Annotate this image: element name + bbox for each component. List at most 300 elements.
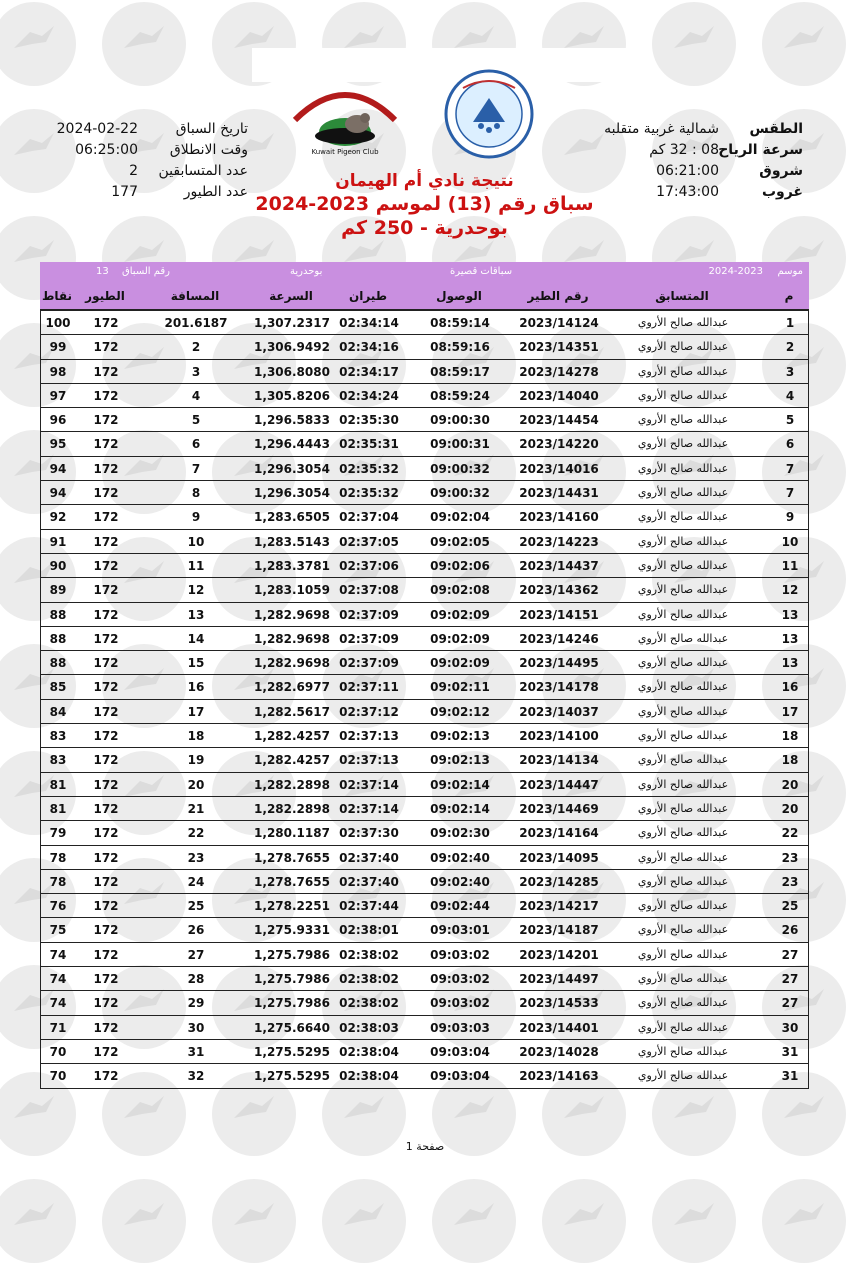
cell-rank: 22 — [781, 826, 799, 841]
cell-name: عبدالله صالح الأروي — [637, 388, 729, 402]
cell-speed: 1,296.3054 — [254, 486, 330, 501]
col-arrival: الوصول — [436, 289, 482, 303]
cell-arrival: 09:02:11 — [430, 680, 490, 695]
cell-arrival: 09:02:05 — [430, 534, 490, 549]
cell-distance: 27 — [187, 947, 205, 962]
cell-speed: 1,282.9698 — [254, 656, 330, 671]
table-row — [40, 821, 809, 845]
birds-count-value: 177 — [111, 184, 138, 200]
cell-speed: 1,307.2317 — [254, 316, 330, 330]
col-flight: طيران — [348, 289, 388, 303]
col-name: المتسابق — [655, 289, 709, 303]
cell-rank: 2 — [785, 340, 795, 355]
cell-birds: 172 — [93, 923, 119, 938]
cell-arrival: 09:03:02 — [430, 996, 490, 1011]
cell-speed: 1,275.7986 — [254, 972, 330, 987]
cell-rank: 13 — [781, 607, 799, 622]
cell-distance: 12 — [187, 583, 205, 598]
table-row — [40, 675, 809, 699]
table-row — [40, 651, 809, 675]
cell-distance: 13 — [187, 607, 205, 622]
pigeon-watermark-icon — [672, 1201, 716, 1231]
cell-ring: 2023/14497 — [519, 972, 599, 987]
cell-rank: 20 — [781, 801, 799, 816]
cell-distance: 20 — [187, 777, 205, 792]
cell-distance: 25 — [187, 899, 205, 914]
cell-speed: 1,280.1187 — [254, 826, 330, 841]
cell-arrival: 09:02:09 — [430, 656, 490, 671]
weather-value: شمالية غربية متقلبه — [604, 121, 719, 137]
cell-speed: 1,283.6505 — [254, 510, 330, 525]
cell-arrival: 09:02:30 — [430, 826, 490, 841]
table-row — [40, 578, 809, 602]
cell-rank: 27 — [781, 972, 799, 987]
table-row — [40, 748, 809, 772]
wind-value: 08 : 32 كم — [649, 142, 719, 158]
cell-distance: 14 — [187, 631, 205, 646]
col-points: نقاط — [41, 289, 73, 303]
cell-flight: 02:37:09 — [339, 656, 399, 671]
cell-points: 94 — [49, 461, 67, 476]
cell-distance: 24 — [187, 874, 205, 889]
cell-rank: 23 — [781, 850, 799, 865]
cell-distance: 31 — [187, 1044, 205, 1059]
cell-name: عبدالله صالح الأروي — [637, 826, 729, 840]
cell-flight: 02:34:14 — [339, 316, 399, 330]
cell-birds: 172 — [93, 704, 119, 719]
cell-speed: 1,282.2898 — [254, 777, 330, 792]
cell-distance: 22 — [187, 826, 205, 841]
cell-arrival: 09:02:40 — [430, 874, 490, 889]
cell-points: 89 — [49, 583, 67, 598]
cell-birds: 172 — [93, 801, 119, 816]
cell-speed: 1,283.5143 — [254, 534, 330, 549]
cell-speed: 1,296.4443 — [254, 437, 330, 452]
table-row — [40, 870, 809, 894]
cell-speed: 1,283.1059 — [254, 583, 330, 598]
cell-speed: 1,275.6640 — [254, 1020, 330, 1035]
cell-name: عبدالله صالح الأروي — [637, 364, 729, 378]
cell-name: عبدالله صالح الأروي — [637, 947, 729, 961]
cell-points: 100 — [45, 316, 71, 330]
cell-arrival: 09:02:06 — [430, 558, 490, 573]
cell-name: عبدالله صالح الأروي — [637, 874, 729, 888]
cell-distance: 11 — [187, 558, 205, 573]
table-row — [40, 408, 809, 432]
cell-arrival: 08:59:17 — [430, 364, 490, 379]
race-date-label: تاريخ السباق — [175, 121, 248, 137]
table-body — [40, 309, 809, 1089]
cell-flight: 02:37:40 — [339, 874, 399, 889]
cell-birds: 172 — [93, 947, 119, 962]
cell-flight: 02:38:02 — [339, 972, 399, 987]
cell-rank: 7 — [785, 461, 795, 476]
header-blank-strip — [252, 48, 632, 82]
cell-rank: 5 — [785, 413, 795, 428]
cell-points: 74 — [49, 947, 67, 962]
cell-ring: 2023/14285 — [519, 874, 599, 889]
cell-name: عبدالله صالح الأروي — [637, 996, 729, 1010]
cell-flight: 02:38:02 — [339, 996, 399, 1011]
cell-arrival: 09:02:14 — [430, 777, 490, 792]
cell-speed: 1,305.8206 — [254, 388, 330, 403]
cell-name: عبدالله صالح الأروي — [637, 486, 729, 500]
cell-birds: 172 — [93, 777, 119, 792]
col-rank: م — [784, 289, 794, 303]
cell-rank: 9 — [785, 510, 795, 525]
pigeon-watermark-icon — [452, 1201, 496, 1231]
cell-rank: 4 — [785, 388, 795, 403]
club-result-title: نتيجة نادي أم الهيمان — [335, 171, 514, 191]
cell-birds: 172 — [93, 316, 119, 330]
table-row — [40, 384, 809, 408]
cell-arrival: 09:02:13 — [430, 729, 490, 744]
cell-speed: 1,282.2898 — [254, 801, 330, 816]
cell-distance: 29 — [187, 996, 205, 1011]
pigeon-watermark-icon — [782, 1201, 826, 1231]
cell-flight: 02:37:14 — [339, 801, 399, 816]
cell-birds: 172 — [93, 437, 119, 452]
race-type: سباقات قصيرة — [450, 266, 513, 277]
season-value: 2024-2023 — [708, 266, 763, 277]
page-number: صفحة 1 — [405, 1140, 445, 1153]
cell-rank: 6 — [785, 437, 795, 452]
cell-flight: 02:38:02 — [339, 947, 399, 962]
cell-ring: 2023/14495 — [519, 656, 599, 671]
cell-rank: 30 — [781, 1020, 799, 1035]
pigeon-watermark-icon — [122, 1201, 166, 1231]
cell-arrival: 09:03:02 — [430, 947, 490, 962]
participants-value: 2 — [129, 163, 138, 179]
cell-ring: 2023/14124 — [519, 316, 599, 330]
cell-birds: 172 — [93, 753, 119, 768]
cell-flight: 02:37:09 — [339, 607, 399, 622]
table-meta-header — [40, 262, 809, 282]
cell-speed: 1,275.9331 — [254, 923, 330, 938]
cell-flight: 02:37:13 — [339, 753, 399, 768]
pigeon-watermark-icon — [12, 1201, 56, 1231]
sunrise-label: شروق — [759, 163, 803, 179]
cell-distance: 201.6187 — [164, 316, 228, 330]
cell-birds: 172 — [93, 388, 119, 403]
race-location-title: بوحدرية - 250 كم — [341, 217, 508, 239]
cell-speed: 1,282.6977 — [254, 680, 330, 695]
cell-arrival: 09:02:09 — [430, 607, 490, 622]
cell-birds: 172 — [93, 583, 119, 598]
cell-points: 78 — [49, 874, 67, 889]
cell-rank: 13 — [781, 656, 799, 671]
cell-birds: 172 — [93, 534, 119, 549]
col-ring: رقم الطير — [527, 289, 589, 303]
cell-rank: 23 — [781, 874, 799, 889]
cell-points: 99 — [49, 340, 67, 355]
cell-flight: 02:37:30 — [339, 826, 399, 841]
table-row — [40, 1040, 809, 1064]
cell-name: عبدالله صالح الأروي — [637, 558, 729, 572]
cell-rank: 10 — [781, 534, 799, 549]
cell-flight: 02:34:16 — [339, 340, 399, 355]
cell-distance: 26 — [187, 923, 205, 938]
cell-rank: 7 — [785, 486, 795, 501]
table-row — [40, 918, 809, 942]
kuwait-pigeon-club-logo — [285, 80, 405, 158]
cell-ring: 2023/14217 — [519, 899, 599, 914]
cell-name: عبدالله صالح الأروي — [637, 923, 729, 937]
season-label: موسم — [777, 266, 803, 277]
cell-ring: 2023/14163 — [519, 1069, 599, 1084]
cell-birds: 172 — [93, 1020, 119, 1035]
table-row — [40, 846, 809, 870]
cell-birds: 172 — [93, 364, 119, 379]
cell-points: 74 — [49, 996, 67, 1011]
cell-name: عبدالله صالح الأروي — [637, 704, 729, 718]
cell-speed: 1,282.9698 — [254, 607, 330, 622]
cell-distance: 3 — [191, 364, 201, 379]
pigeon-watermark-icon — [342, 1201, 386, 1231]
sunset-label: غروب — [761, 184, 803, 200]
table-row — [40, 1016, 809, 1040]
cell-arrival: 09:03:03 — [430, 1020, 490, 1035]
cell-distance: 4 — [191, 388, 201, 403]
cell-speed: 1,278.2251 — [254, 899, 330, 914]
cell-name: عبدالله صالح الأروي — [637, 631, 729, 645]
cell-arrival: 09:02:12 — [430, 704, 490, 719]
table-row — [40, 700, 809, 724]
cell-points: 98 — [49, 364, 67, 379]
cell-speed: 1,282.4257 — [254, 729, 330, 744]
cell-speed: 1,282.4257 — [254, 753, 330, 768]
cell-name: عبدالله صالح الأروي — [637, 534, 729, 548]
cell-rank: 13 — [781, 631, 799, 646]
cell-ring: 2023/14151 — [519, 607, 599, 622]
cell-rank: 26 — [781, 923, 799, 938]
cell-points: 88 — [49, 631, 67, 646]
table-row — [40, 311, 809, 335]
cell-points: 85 — [49, 680, 67, 695]
results-table — [40, 262, 809, 1089]
table-row — [40, 505, 809, 529]
cell-speed: 1,275.7986 — [254, 947, 330, 962]
cell-name: عبدالله صالح الأروي — [637, 753, 729, 767]
cell-birds: 172 — [93, 826, 119, 841]
cell-speed: 1,283.3781 — [254, 558, 330, 573]
cell-rank: 25 — [781, 899, 799, 914]
cell-name: عبدالله صالح الأروي — [637, 1044, 729, 1058]
cell-speed: 1,296.5833 — [254, 413, 330, 428]
cell-rank: 11 — [781, 558, 799, 573]
cell-birds: 172 — [93, 607, 119, 622]
cell-points: 83 — [49, 729, 67, 744]
cell-birds: 172 — [93, 1044, 119, 1059]
cell-name: عبدالله صالح الأروي — [637, 1069, 729, 1083]
cell-birds: 172 — [93, 486, 119, 501]
cell-arrival: 09:00:32 — [430, 486, 490, 501]
table-row — [40, 627, 809, 651]
cell-rank: 20 — [781, 777, 799, 792]
cell-ring: 2023/14220 — [519, 437, 599, 452]
cell-flight: 02:37:06 — [339, 558, 399, 573]
cell-points: 95 — [49, 437, 67, 452]
cell-name: عبدالله صالح الأروي — [637, 656, 729, 670]
cell-rank: 16 — [781, 680, 799, 695]
cell-rank: 3 — [785, 364, 795, 379]
table-row — [40, 335, 809, 359]
cell-flight: 02:37:11 — [339, 680, 399, 695]
cell-birds: 172 — [93, 899, 119, 914]
cell-points: 94 — [49, 486, 67, 501]
participants-label: عدد المتسابقين — [158, 163, 248, 179]
cell-points: 81 — [49, 801, 67, 816]
cell-rank: 27 — [781, 947, 799, 962]
cell-ring: 2023/14037 — [519, 704, 599, 719]
cell-flight: 02:35:32 — [339, 486, 399, 501]
cell-birds: 172 — [93, 656, 119, 671]
cell-points: 76 — [49, 899, 67, 914]
cell-ring: 2023/14100 — [519, 729, 599, 744]
table-row — [40, 797, 809, 821]
table-row — [40, 432, 809, 456]
cell-distance: 17 — [187, 704, 205, 719]
cell-distance: 30 — [187, 1020, 205, 1035]
cell-rank: 18 — [781, 729, 799, 744]
col-speed: السرعة — [269, 289, 313, 303]
cell-distance: 23 — [187, 850, 205, 865]
cell-ring: 2023/14134 — [519, 753, 599, 768]
cell-flight: 02:37:09 — [339, 631, 399, 646]
race-number-title: سباق رقم (13) لموسم 2023-2024 — [255, 193, 594, 215]
race-date-value: 2024-02-22 — [56, 121, 138, 137]
cell-name: عبدالله صالح الأروي — [637, 801, 729, 815]
table-row — [40, 1064, 809, 1088]
cell-ring: 2023/14164 — [519, 826, 599, 841]
cell-flight: 02:37:13 — [339, 729, 399, 744]
cell-speed: 1,296.3054 — [254, 461, 330, 476]
cell-birds: 172 — [93, 972, 119, 987]
cell-flight: 02:37:05 — [339, 534, 399, 549]
cell-arrival: 09:03:04 — [430, 1044, 490, 1059]
cell-birds: 172 — [93, 510, 119, 525]
cell-speed: 1,306.9492 — [254, 340, 330, 355]
cell-points: 88 — [49, 607, 67, 622]
cell-points: 92 — [49, 510, 67, 525]
race-no-value: 13 — [96, 266, 109, 277]
pigeon-watermark-icon — [232, 1201, 276, 1231]
cell-points: 88 — [49, 656, 67, 671]
cell-flight: 02:34:17 — [339, 364, 399, 379]
cell-birds: 172 — [93, 558, 119, 573]
table-row — [40, 481, 809, 505]
svg-text:Kuwait Pigeon Club: Kuwait Pigeon Club — [311, 148, 379, 156]
race-no-label: رقم السباق — [122, 266, 171, 277]
cell-points: 74 — [49, 972, 67, 987]
cell-arrival: 09:03:01 — [430, 923, 490, 938]
cell-rank: 17 — [781, 704, 799, 719]
cell-distance: 28 — [187, 972, 205, 987]
cell-arrival: 09:00:31 — [430, 437, 490, 452]
weather-label: الطقس — [749, 121, 803, 137]
cell-ring: 2023/14040 — [519, 388, 599, 403]
cell-name: عبدالله صالح الأروي — [637, 437, 729, 451]
cell-name: عبدالله صالح الأروي — [637, 972, 729, 986]
cell-name: عبدالله صالح الأروي — [637, 583, 729, 597]
cell-name: عبدالله صالح الأروي — [637, 413, 729, 427]
table-row — [40, 773, 809, 797]
cell-points: 71 — [49, 1020, 67, 1035]
cell-flight: 02:37:14 — [339, 777, 399, 792]
race-location: بوحدرية — [290, 266, 323, 277]
cell-arrival: 09:02:44 — [430, 899, 490, 914]
cell-flight: 02:35:30 — [339, 413, 399, 428]
table-row — [40, 991, 809, 1015]
cell-points: 96 — [49, 413, 67, 428]
cell-name: عبدالله صالح الأروي — [637, 461, 729, 475]
cell-flight: 02:38:04 — [339, 1044, 399, 1059]
cell-arrival: 09:03:04 — [430, 1069, 490, 1084]
cell-distance: 2 — [191, 340, 201, 355]
cell-ring: 2023/14362 — [519, 583, 599, 598]
cell-ring: 2023/14447 — [519, 777, 599, 792]
cell-speed: 1,278.7655 — [254, 874, 330, 889]
cell-arrival: 09:03:02 — [430, 972, 490, 987]
table-row — [40, 894, 809, 918]
cell-birds: 172 — [93, 680, 119, 695]
cell-arrival: 09:02:40 — [430, 850, 490, 865]
cell-birds: 172 — [93, 461, 119, 476]
cell-ring: 2023/14469 — [519, 801, 599, 816]
cell-flight: 02:38:04 — [339, 1069, 399, 1084]
cell-distance: 5 — [191, 413, 201, 428]
cell-birds: 172 — [93, 1069, 119, 1084]
cell-flight: 02:35:31 — [339, 437, 399, 452]
cell-speed: 1,306.8080 — [254, 364, 330, 379]
cell-ring: 2023/14437 — [519, 558, 599, 573]
cell-distance: 10 — [187, 534, 205, 549]
cell-distance: 16 — [187, 680, 205, 695]
table-row — [40, 360, 809, 384]
cell-points: 79 — [49, 826, 67, 841]
cell-name: عبدالله صالح الأروي — [637, 729, 729, 743]
cell-birds: 172 — [93, 413, 119, 428]
cell-arrival: 09:02:09 — [430, 631, 490, 646]
cell-flight: 02:35:32 — [339, 461, 399, 476]
sunset-value: 17:43:00 — [656, 184, 719, 200]
cell-ring: 2023/14201 — [519, 947, 599, 962]
cell-distance: 15 — [187, 656, 205, 671]
cell-speed: 1,282.5617 — [254, 704, 330, 719]
cell-name: عبدالله صالح الأروي — [637, 850, 729, 864]
cell-flight: 02:37:12 — [339, 704, 399, 719]
cell-distance: 6 — [191, 437, 201, 452]
cell-distance: 19 — [187, 753, 205, 768]
table-row — [40, 457, 809, 481]
cell-ring: 2023/14454 — [519, 413, 599, 428]
pigeon-watermark-icon — [562, 1201, 606, 1231]
cell-rank: 1 — [785, 316, 795, 330]
cell-name: عبدالله صالح الأروي — [637, 899, 729, 913]
cell-flight: 02:38:03 — [339, 1020, 399, 1035]
pigeon-association-seal — [443, 68, 535, 160]
cell-arrival: 09:00:30 — [430, 413, 490, 428]
cell-arrival: 08:59:16 — [430, 340, 490, 355]
table-row — [40, 530, 809, 554]
cell-distance: 21 — [187, 801, 205, 816]
cell-arrival: 09:02:14 — [430, 801, 490, 816]
cell-speed: 1,282.9698 — [254, 631, 330, 646]
table-row — [40, 554, 809, 578]
cell-ring: 2023/14223 — [519, 534, 599, 549]
cell-name: عبدالله صالح الأروي — [637, 316, 729, 329]
cell-flight: 02:37:08 — [339, 583, 399, 598]
